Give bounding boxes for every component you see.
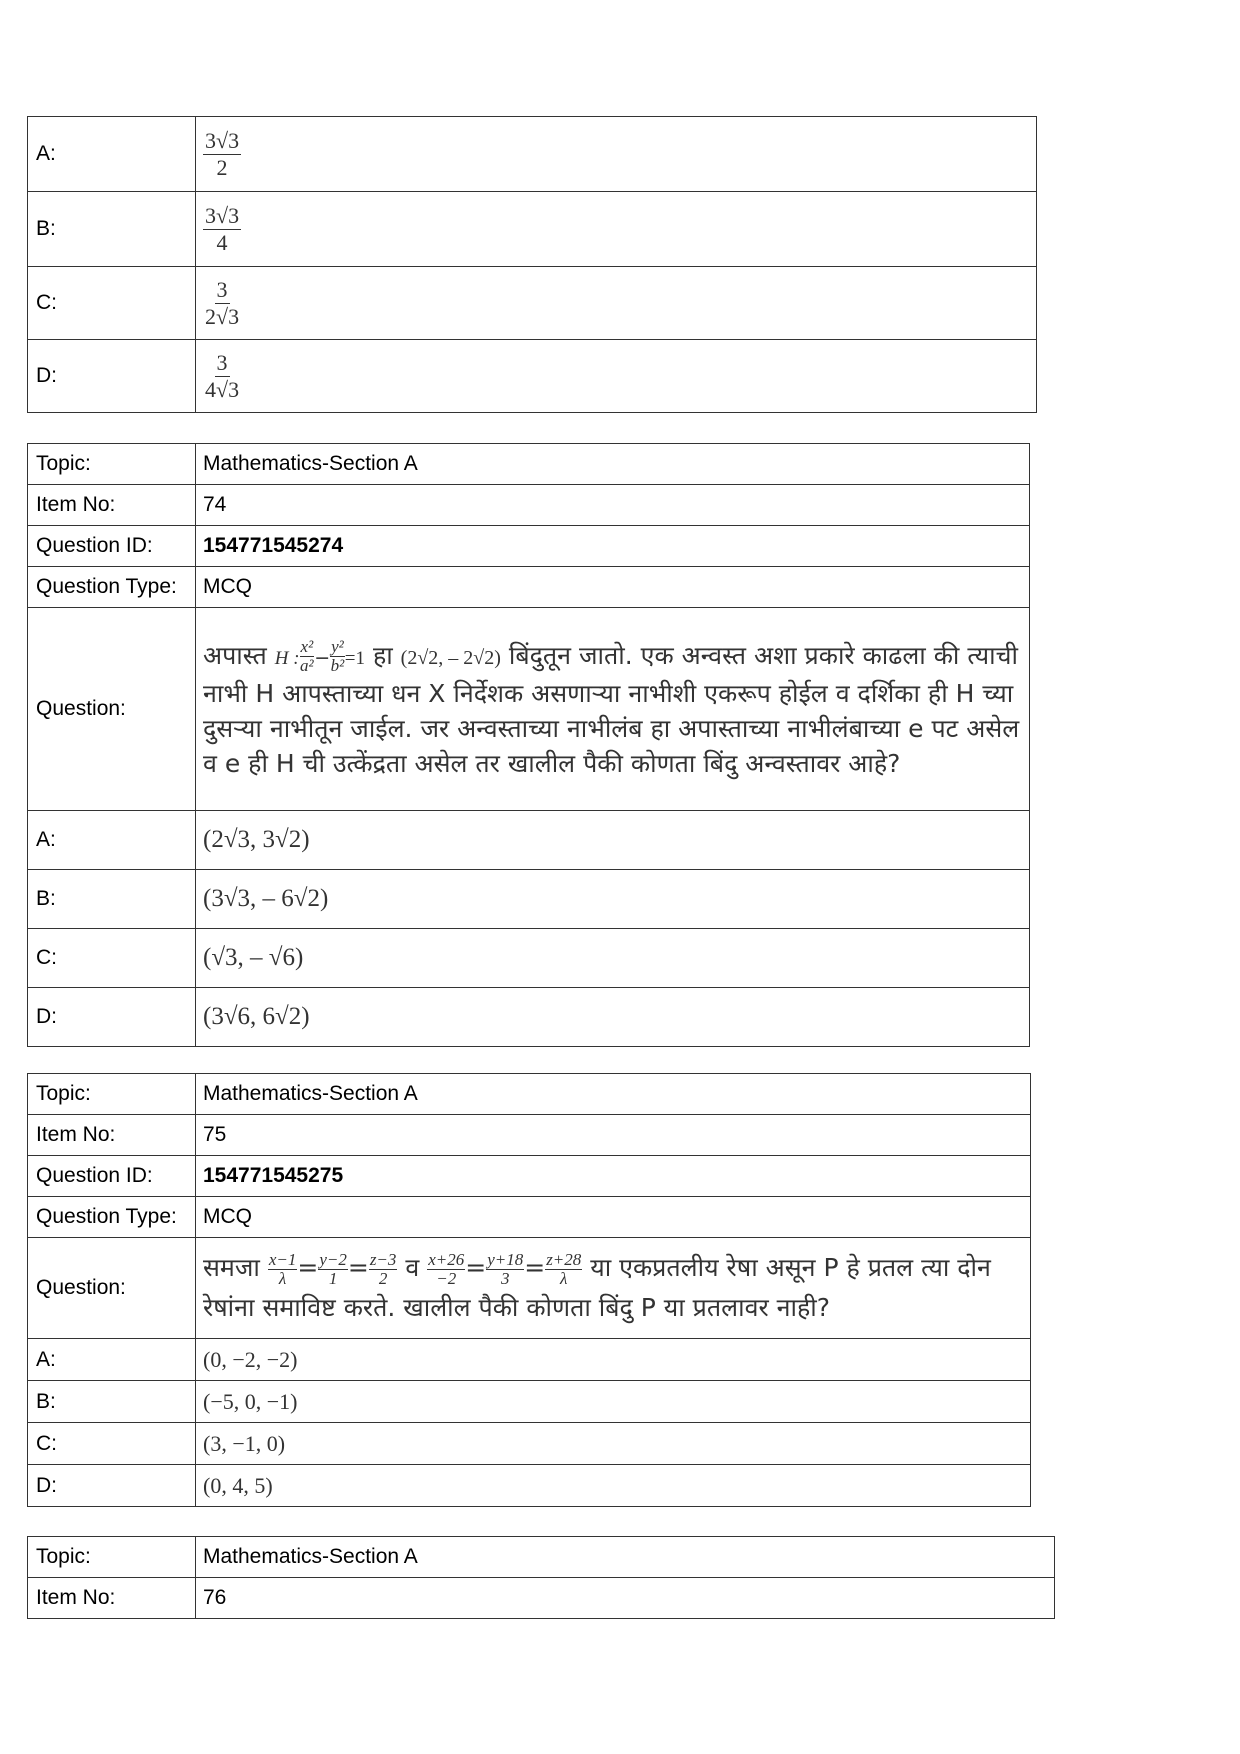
option-label: A: bbox=[28, 1339, 196, 1381]
question-type-value: MCQ bbox=[196, 1197, 1031, 1238]
item-no-label: Item No: bbox=[28, 1115, 196, 1156]
topic-value: Mathematics-Section A bbox=[196, 1537, 1055, 1578]
item-no-value: 76 bbox=[196, 1578, 1055, 1619]
option-label: C: bbox=[28, 267, 196, 340]
topic-label: Topic: bbox=[28, 1074, 196, 1115]
topic-label: Topic: bbox=[28, 444, 196, 485]
option-value[interactable]: (0, −2, −2) bbox=[196, 1339, 1031, 1381]
question-id-label: Question ID: bbox=[28, 1156, 196, 1197]
options-table-prev bbox=[27, 116, 1037, 413]
question-type-value: MCQ bbox=[196, 567, 1030, 608]
option-label: D: bbox=[28, 340, 196, 413]
option-value[interactable]: (3√6, 6√2) bbox=[196, 988, 1030, 1047]
option-label: C: bbox=[28, 1423, 196, 1465]
option-label: B: bbox=[28, 870, 196, 929]
option-value[interactable]: (3√3, – 6√2) bbox=[196, 870, 1030, 929]
option-label: D: bbox=[28, 1465, 196, 1507]
question-type-label: Question Type: bbox=[28, 1197, 196, 1238]
option-row bbox=[28, 117, 1037, 192]
question-table-74 bbox=[27, 443, 1030, 1047]
question-id-value: 154771545274 bbox=[196, 526, 1030, 567]
item-no-value: 74 bbox=[196, 485, 1030, 526]
option-row bbox=[28, 340, 1037, 413]
option-value[interactable]: (−5, 0, −1) bbox=[196, 1381, 1031, 1423]
question-label: Question: bbox=[28, 608, 196, 811]
question-table-75 bbox=[27, 1073, 1031, 1507]
option-value[interactable]: $\frac{3√3}{2}$ bbox=[196, 117, 1037, 192]
option-value[interactable]: $\frac{3}{2√3}$ bbox=[196, 267, 1037, 340]
question-type-label: Question Type: bbox=[28, 567, 196, 608]
option-label: B: bbox=[28, 192, 196, 267]
option-value[interactable]: $\frac{3√3}{4}$ bbox=[196, 192, 1037, 267]
option-value[interactable]: (2√3, 3√2) bbox=[196, 811, 1030, 870]
question-text: समजा $\frac{x-1}{\lambda}$ = $\frac{y-2}{1}$ = $\frac{z-3}{2}$ व $\frac{x+26}{-2}$ = $\frac{y+18}{3}$ = $\frac{z+28}{\lambda}$ या एकप्रतलीय रेषा असून P हे प्रतल त्या दोन रेषांना समाविष्ट करते. खालील पैकी कोणता बिंदु P या प्रतलावर नाही? bbox=[196, 1238, 1031, 1339]
question-table-76 bbox=[27, 1536, 1055, 1619]
option-label: D: bbox=[28, 988, 196, 1047]
option-label: A: bbox=[28, 811, 196, 870]
item-no-value: 75 bbox=[196, 1115, 1031, 1156]
item-no-label: Item No: bbox=[28, 485, 196, 526]
option-label: C: bbox=[28, 929, 196, 988]
option-label: A: bbox=[28, 117, 196, 192]
option-label: B: bbox=[28, 1381, 196, 1423]
option-value[interactable]: (3, −1, 0) bbox=[196, 1423, 1031, 1465]
topic-value: Mathematics-Section A bbox=[196, 1074, 1031, 1115]
topic-label: Topic: bbox=[28, 1537, 196, 1578]
topic-value: Mathematics-Section A bbox=[196, 444, 1030, 485]
question-id-value: 154771545275 bbox=[196, 1156, 1031, 1197]
question-text: अपास्त H : $\frac{\text{x²}}{\text{a²}}$ − $\frac{\text{y²}}{\text{b²}}$ =1 हा (2√2, – 2√2) बिंदुतून जातो. एक अन्वस्त अशा प्रकारे काढला की त्याची नाभी H आपस्ताच्या धन X निर्देशक असणाऱ्या नाभीशी एकरूप होईल व दर्शिका ही H च्या दुसऱ्या नाभीतून जाईल. जर अन्वस्ताच्या नाभीलंब हा अपास्ताच्या नाभीलंबाच्या e पट असेल व e ही H ची उत्केंद्रता असेल तर खालील पैकी कोणता बिंदु अन्वस्तावर आहे? bbox=[196, 608, 1030, 811]
item-no-label: Item No: bbox=[28, 1578, 196, 1619]
option-value[interactable]: (0, 4, 5) bbox=[196, 1465, 1031, 1507]
question-id-label: Question ID: bbox=[28, 526, 196, 567]
option-row bbox=[28, 192, 1037, 267]
option-value[interactable]: (√3, – √6) bbox=[196, 929, 1030, 988]
option-row bbox=[28, 267, 1037, 340]
option-value[interactable]: $\frac{3}{4√3}$ bbox=[196, 340, 1037, 413]
question-label: Question: bbox=[28, 1238, 196, 1339]
